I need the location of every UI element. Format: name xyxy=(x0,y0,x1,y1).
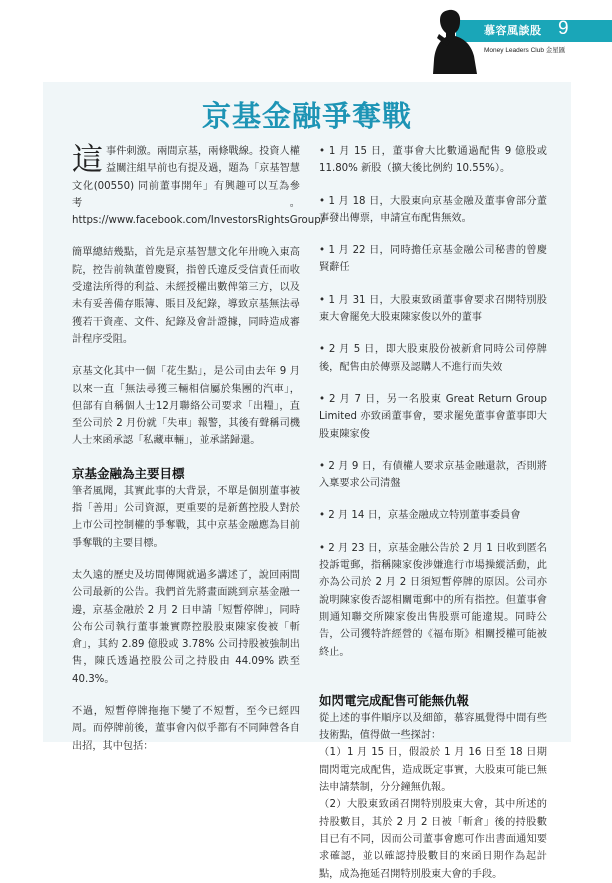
bullet-item: • 1 月 18 日，大股東向京基金融及董事會部分董事發出傳票，申請宣布配售無效。 xyxy=(319,195,547,224)
paragraph-9: （2）大股東致函召開特別股東大會，其中所述的持股數目，其於 2 月 2 日被「斬倉」後的持股數目已有不同，因而公司董事會應可作出書面通知要求確認，並以確認持股數目的來函日期作為起計點，成為拖延召開特別股東大會的手段。 xyxy=(319,799,547,880)
paragraph-6: 不過，短暫停牌拖拖下變了不短暫，至今已經四周。而停牌前後，董事會內似乎都有不同陣營各自出招，其中包括： xyxy=(72,706,300,752)
paragraph-7: 從上述的事件順序以及細節，慕容風覺得中間有些技術點，值得做一些探討： xyxy=(319,712,547,742)
column-brand: 慕容風談股 xyxy=(484,24,542,37)
intro-text: 事件刺激。兩間京基，兩條戰線。投資人權益關注組早前也有提及過，題為「京基智慧文化(00550) 同前董事開年」有興趣可以互為參考。https://www.facebook.com/InvestorsRightsGroup/ xyxy=(72,146,325,227)
intro-paragraph xyxy=(72,142,325,229)
person-silhouette-icon xyxy=(425,4,477,74)
bullet-item: • 1 月 31 日，大股東致函董事會要求召開特別股東大會罷免大股東陳家俊以外的董事 xyxy=(319,294,547,324)
bullet-item: • 2 月 7 日，另一名股東 Great Return Group Limited 亦致函董事會，要求罷免董事會董事即大股東陳家俊 xyxy=(319,393,547,440)
drop-cap: 這 xyxy=(72,142,103,178)
section-heading-2: 如閃電完成配售可能無仇報 xyxy=(319,692,470,708)
left-column xyxy=(72,142,325,770)
paragraph-4: 筆者風聞，其實此事的大背景，不單是個別董事被指「善用」公司資源，更重要的是新舊控股人對於上市公司控制權的爭奪戰，其中京基金融應為目前爭奪戰的主要目標。 xyxy=(72,485,300,549)
bullet-item: • 1 月 15 日，董事會大比數通過配售 9 億股或 11.80% 新股（擴大後比例約 10.55%）。 xyxy=(319,146,547,175)
page-number: 9 xyxy=(558,18,569,39)
paragraph-8: （1）1 月 15 日，假設於 1 月 16 日至 18 日期間閃電完成配售，造成既定事實，大股東可能已無法申請禁制，分分鐘無仇報。 xyxy=(319,747,547,794)
paragraph-5: 太久遠的歷史及坊間傳聞就過多講述了，說回兩間公司最新的公告。我們首先將畫面跳到京基金融一邊，京基金融於 2 月 2 日申請「短暫停牌」，同時公布公司執行董事兼實際控股股東陳家俊被「斬倉」，其約 2.89 億股或 3.78% 公司持股被強制出售，陳氏透過控股公司之持股由 44.09% 跌至 40.3%。 xyxy=(72,569,300,685)
bullet-item: • 2 月 9 日，有債權人要求京基金融還款，否則將入稟要求公司清盤 xyxy=(319,460,547,490)
section-heading-1: 京基金融為主要目標 xyxy=(72,465,185,481)
paragraph-3: 京基文化其中一個「花生點」，是公司由去年 9 月以來一直「無法尋獲三輛相信屬於集團的汽車」，但部有自稱個人士12月聯絡公司要求「出糧」，直至公司於 2 月份就「失車」報警，其後有聲稱司機人士來函承認「私藏車輛」，並承諾歸還。 xyxy=(72,366,300,447)
bullet-item: • 2 月 5 日，即大股東股份被新倉同時公司停牌後，配售由於傳票及認購人不進行而失效 xyxy=(319,344,547,373)
bullet-item: • 1 月 22 日，同時擔任京基金融公司秘書的曾慶賢辭任 xyxy=(319,245,547,274)
spacer xyxy=(319,676,547,688)
article-title: 京基金融爭奪戰 xyxy=(201,99,412,133)
bullet-item: • 2 月 23 日，京基金融公告於 2 月 1 日收到匿名投訴電郵，指稱陳家俊涉嫌進行市場操縱活動，此亦為公司於 2 月 2 日須短暫停牌的原因。公司亦說明陳家俊否認相關電郵中的所有指控。但董事會則通知聯交所陳家俊出售股票可能違規。同時公告，公司獲特許經營的《福布斯》相關授權可能被終止。 xyxy=(319,542,547,658)
paragraph-2: 簡單總結幾點，首先是京基智慧文化年卅晚入東高院，控告前執董曾慶賢，指曾氏違反受信責任而收受違法所得的利益、未經授權出數俾第三方，以及未有妥善備存賬簿、賬目及紀錄，導致京基無法尋獲若干資產、文件、紀錄及會計證據，同時造成審計程序受阻。 xyxy=(72,247,300,345)
right-column xyxy=(319,143,547,883)
bullet-item: • 2 月 14 日，京基金融成立特別董事委員會 xyxy=(319,510,521,522)
sub-brand: Money Leaders Club 金星匯 xyxy=(484,47,566,54)
